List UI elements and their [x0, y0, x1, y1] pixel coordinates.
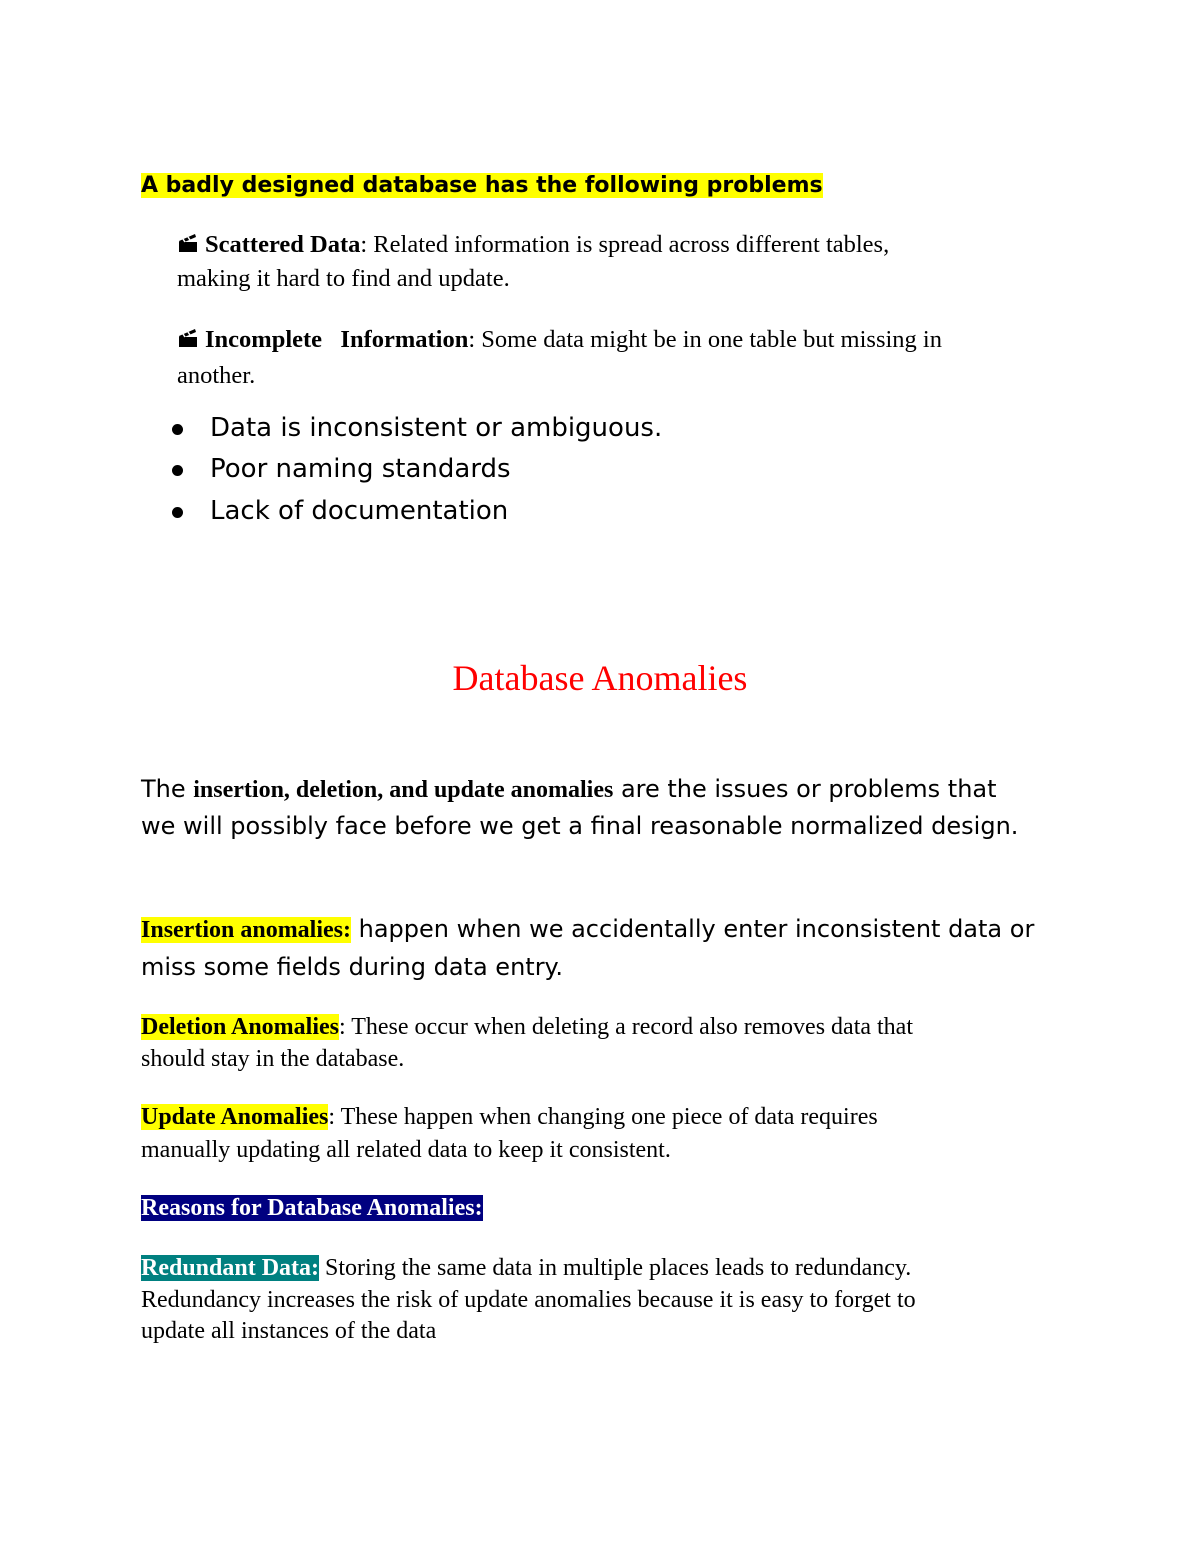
update-text: : These happen when changing one piece of data requires [328, 1104, 878, 1130]
anomalies-intro-continued: we will possibly face before we get a final reasonable normalized design. [141, 812, 1019, 840]
bullet-text: Data is inconsistent or ambiguous. [210, 413, 663, 443]
intro-heading [141, 170, 825, 202]
problem-item-incomplete [177, 323, 942, 356]
redundant-data-paragraph [141, 1252, 911, 1284]
bullet-dot-icon [172, 465, 183, 476]
problem-item-scattered [177, 228, 889, 261]
problem-description: : Some data might be in one table but missing in [468, 326, 942, 353]
bullet-item [172, 493, 508, 529]
intro-bold-text: insertion, deletion, and update anomalies [193, 777, 614, 803]
bullet-item [172, 410, 662, 446]
bullet-item [172, 451, 511, 487]
bullet-text: Lack of documentation [210, 496, 509, 526]
redundant-text-continued: Redundancy increases the risk of update anomalies because it is easy to forget to [141, 1287, 916, 1313]
intro-text: are the issues or problems that [613, 775, 997, 803]
deletion-term: Deletion Anomalies [141, 1014, 339, 1040]
intro-text: The [141, 775, 194, 803]
intro-heading-text: A badly designed database has the following problems [141, 173, 823, 198]
reasons-heading-text: Reasons for Database Anomalies: [141, 1195, 483, 1221]
redundant-text-continued: update all instances of the data [141, 1318, 437, 1344]
clapperboard-icon [177, 232, 199, 254]
bullet-dot-icon [172, 424, 183, 435]
deletion-text-continued: should stay in the database. [141, 1046, 405, 1072]
bullet-text: Poor naming standards [210, 454, 511, 484]
problem-description-continued: another. [177, 362, 256, 389]
bullet-dot-icon [172, 507, 183, 518]
problem-term: Scattered Data [205, 231, 361, 258]
reasons-heading [141, 1192, 483, 1224]
anomalies-intro-paragraph [141, 770, 997, 809]
redundant-term: Redundant Data: [141, 1255, 320, 1281]
problem-term: Incomplete Information [205, 326, 469, 353]
update-term: Update Anomalies [141, 1104, 329, 1130]
clapperboard-icon [177, 327, 199, 349]
update-anomalies-paragraph [141, 1101, 878, 1133]
problem-description: : Related information is spread across different tables, [360, 231, 890, 258]
section-title: Database Anomalies [452, 658, 748, 698]
redundant-text: Storing the same data in multiple places leads to redundancy. [319, 1255, 912, 1281]
update-text-continued: manually updating all related data to keep it consistent. [141, 1137, 671, 1163]
deletion-text: : These occur when deleting a record also removes data that [339, 1014, 913, 1040]
problem-description-continued: making it hard to find and update. [177, 265, 510, 292]
insertion-text-continued: miss some fields during data entry. [141, 953, 563, 981]
insertion-anomalies-paragraph [141, 910, 1034, 949]
insertion-text: happen when we accidentally enter inconsistent data or [351, 915, 1035, 943]
deletion-anomalies-paragraph [141, 1011, 913, 1043]
insertion-term: Insertion anomalies: [141, 917, 351, 943]
